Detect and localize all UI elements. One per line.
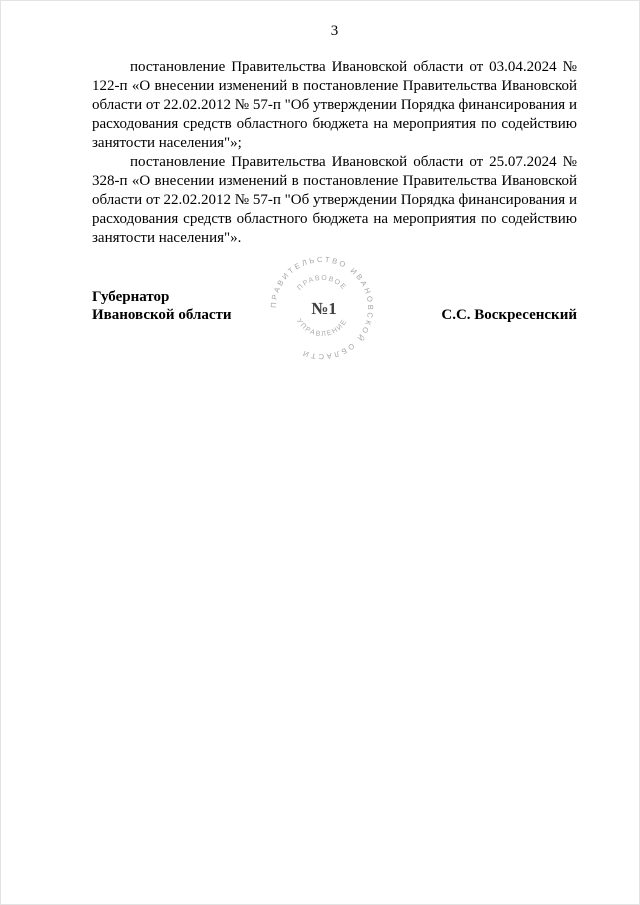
stamp-number: №1 <box>311 299 337 318</box>
page-number: 3 <box>330 23 339 39</box>
paragraph-resolution-122p: постановление Правительства Ивановской области от 03.04.2024 № 122-п «О внесении изменений в постановление Правительства Ивановской области от 22.02.2012 № 57-п "Об утверждении Порядка финансирования и расходования средств областного бюджета на мероприятия по содействию занятости населения"»; <box>92 59 577 151</box>
stamp-inner-text-bottom: УПРАВЛЕНИЕ <box>295 317 349 339</box>
paragraph-resolution-328p: постановление Правительства Ивановской области от 25.07.2024 № 328-п «О внесении изменений в постановление Правительства Ивановской области от 22.02.2012 № 57-п "Об утверждении Порядка финансирования и расходования средств областного бюджета на мероприятия по содействию занятости населения"». <box>92 154 577 246</box>
signatory-title-line1: Губернатор <box>92 289 170 305</box>
document-body <box>92 58 577 248</box>
signatory-title-line2: Ивановской области <box>92 307 232 323</box>
signature-block <box>92 288 577 324</box>
stamp-inner-text-top: ПРАВОВОЕ <box>296 274 348 292</box>
signatory-name: С.С. Воскресенский <box>441 307 577 323</box>
stamp-ring-text: ПРАВИТЕЛЬСТВО ИВАНОВСКОЙ ОБЛАСТИ <box>268 254 376 362</box>
